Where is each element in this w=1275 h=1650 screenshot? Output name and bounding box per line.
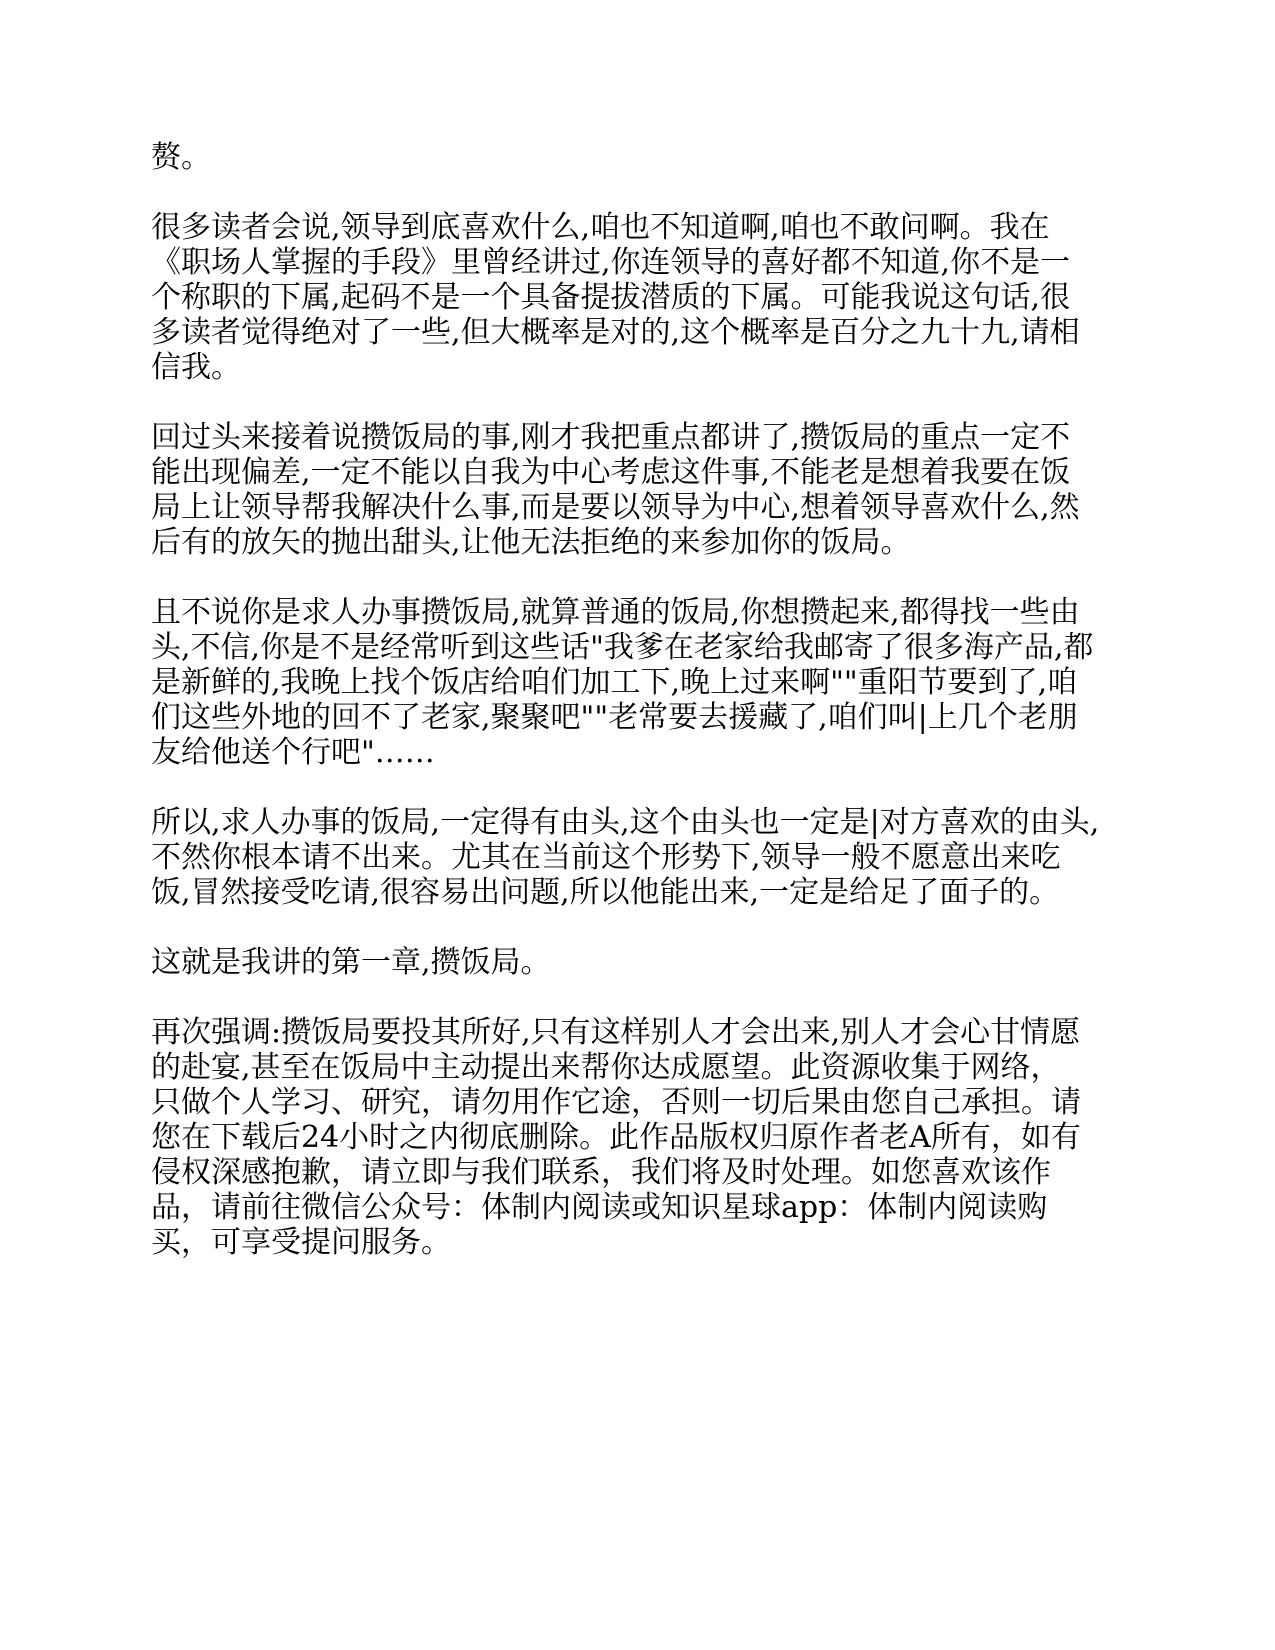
text-line: 饭,冒然接受吃请,很容易出问题,所以他能出来,一定是给足了面子的。 <box>151 875 1060 910</box>
text-line: 只做个人学习、研究，请勿用作它途，否则一切后果由您自己承担。请 <box>151 1085 1081 1120</box>
text-line: 《职场人掌握的手段》里曾经讲过,你连领导的喜好都不知道,你不是一 <box>151 245 1071 280</box>
text-line: 局上让领导帮我解决什么事,而是要以领导为中心,想着领导喜欢什么,然 <box>151 490 1080 525</box>
text-line: 这就是我讲的第一章,攒饭局。 <box>151 945 551 980</box>
text-line: 回过头来接着说攒饭局的事,刚才我把重点都讲了,攒饭局的重点一定不 <box>151 420 1071 455</box>
text-line: 您在下载后24小时之内彻底删除。此作品版权归原作者老A所有，如有 <box>151 1120 1081 1155</box>
text-line: 的赴宴,甚至在饭局中主动提出来帮你达成愿望。此资源收集于网络， <box>151 1050 1061 1085</box>
text-line: 侵权深感抱歉，请立即与我们联系，我们将及时处理。如您喜欢该作 <box>151 1155 1051 1190</box>
text-line: 不然你根本请不出来。尤其在当前这个形势下,领导一般不愿意出来吃 <box>151 840 1061 875</box>
paragraph-7 <box>151 1015 1131 1260</box>
text-line: 是新鲜的,我晚上找个饭店给咱们加工下,晚上过来啊""重阳节要到了,咱 <box>151 665 1078 700</box>
paragraph-6 <box>151 945 1131 980</box>
text-line: 买，可享受提问服务。 <box>151 1225 451 1260</box>
text-line: 品，请前往微信公众号：体制内阅读或知识星球app：体制内阅读购 <box>151 1190 1048 1225</box>
text-line: 信我。 <box>151 350 241 385</box>
paragraph-3 <box>151 420 1131 560</box>
text-line: 赘。 <box>151 140 211 175</box>
text-line: 能出现偏差,一定不能以自我为中心考虑这件事,不能老是想着我要在饭 <box>151 455 1071 490</box>
text-line: 个称职的下属,起码不是一个具备提拔潜质的下属。可能我说这句话,很 <box>151 280 1071 315</box>
text-line: 友给他送个行吧"…… <box>151 735 435 770</box>
text-line: 后有的放矢的抛出甜头,让他无法拒绝的来参加你的饭局。 <box>151 525 911 560</box>
text-line: 再次强调:攒饭局要投其所好,只有这样别人才会出来,别人才会心甘情愿 <box>151 1015 1081 1050</box>
text-line: 很多读者会说,领导到底喜欢什么,咱也不知道啊,咱也不敢问啊。我在 <box>151 210 1050 245</box>
document-body <box>151 140 1131 1295</box>
text-line: 且不说你是求人办事攒饭局,就算普通的饭局,你想攒起来,都得找一些由 <box>151 595 1080 630</box>
text-line: 所以,求人办事的饭局,一定得有由头,这个由头也一定是|对方喜欢的由头, <box>151 805 1100 840</box>
paragraph-2 <box>151 210 1131 385</box>
paragraph-5 <box>151 805 1131 910</box>
text-line: 头,不信,你是不是经常听到这些话"我爹在老家给我邮寄了很多海产品,都 <box>151 630 1094 665</box>
text-line: 多读者觉得绝对了一些,但大概率是对的,这个概率是百分之九十九,请相 <box>151 315 1080 350</box>
paragraph-1 <box>151 140 1131 175</box>
paragraph-4 <box>151 595 1131 770</box>
text-line: 们这些外地的回不了老家,聚聚吧""老常要去援藏了,咱们叫|上几个老朋 <box>151 700 1078 735</box>
